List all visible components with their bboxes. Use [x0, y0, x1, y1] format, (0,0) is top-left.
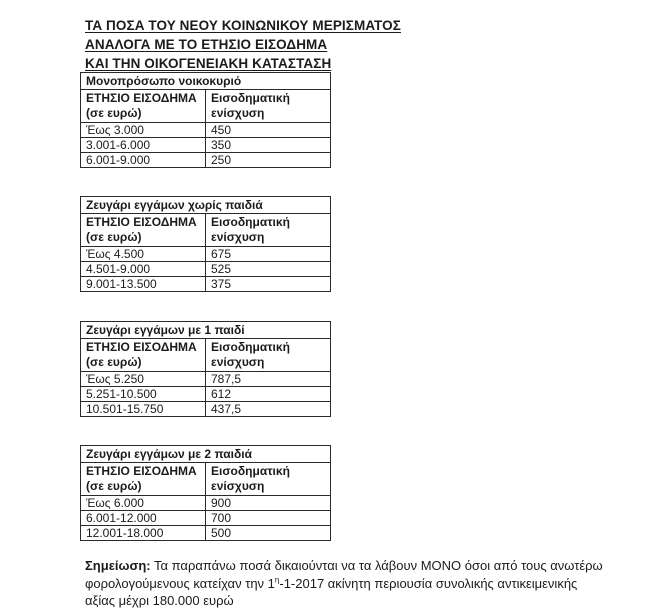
column-header-aid-line1: Εισοδηματική — [211, 464, 290, 478]
table-row — [81, 372, 331, 387]
income-cell: Έως 3.000 — [81, 123, 206, 138]
income-cell: 10.501-15.750 — [81, 402, 206, 417]
table-row — [81, 402, 331, 417]
column-header-income — [81, 90, 206, 123]
aid-cell: 900 — [206, 496, 331, 511]
table-title: Ζευγάρι εγγάμων με 1 παιδί — [81, 322, 331, 339]
table-title-row — [81, 322, 331, 339]
income-table-couple-one-child — [80, 321, 331, 417]
column-header-aid-line1: Εισοδηματική — [211, 215, 290, 229]
column-header-income-line2: (σε ευρώ) — [86, 479, 142, 493]
aid-cell: 612 — [206, 387, 331, 402]
aid-cell: 525 — [206, 262, 331, 277]
column-header-aid-line2: ενίσχυση — [211, 355, 265, 369]
aid-cell: 500 — [206, 526, 331, 541]
income-cell: 6.001-9.000 — [81, 153, 206, 168]
document-title — [85, 16, 401, 73]
aid-cell: 675 — [206, 247, 331, 262]
table-title: Ζευγάρι εγγάμων χωρίς παιδιά — [81, 197, 331, 214]
column-header-income-line2: (σε ευρώ) — [86, 230, 142, 244]
column-header-income — [81, 339, 206, 372]
footnote-line2-part2: -1-2017 ακίνητη περιουσία συνολικής αντικειμενικής — [279, 575, 578, 591]
table-row — [81, 247, 331, 262]
table-title-row — [81, 446, 331, 463]
income-cell: Έως 6.000 — [81, 496, 206, 511]
aid-cell: 700 — [206, 511, 331, 526]
table-title-row — [81, 73, 331, 90]
footnote-label: Σημείωση: — [85, 558, 151, 573]
table-header-row — [81, 463, 331, 496]
column-header-aid — [206, 339, 331, 372]
column-header-aid-line2: ενίσχυση — [211, 230, 265, 244]
table-row — [81, 153, 331, 168]
table-title-row — [81, 197, 331, 214]
aid-cell: 250 — [206, 153, 331, 168]
income-cell: 12.001-18.000 — [81, 526, 206, 541]
table-header-row — [81, 339, 331, 372]
income-cell: 5.251-10.500 — [81, 387, 206, 402]
column-header-income-line1: ΕΤΗΣΙΟ ΕΙΣΟΔΗΜΑ — [86, 340, 197, 354]
column-header-income-line2: (σε ευρώ) — [86, 355, 142, 369]
aid-cell: 375 — [206, 277, 331, 292]
table-header-row — [81, 90, 331, 123]
table-row — [81, 262, 331, 277]
table-row — [81, 277, 331, 292]
footnote — [85, 557, 645, 610]
table-row — [81, 496, 331, 511]
table-title: Μονοπρόσωπο νοικοκυριό — [81, 73, 331, 90]
column-header-aid — [206, 214, 331, 247]
aid-cell: 450 — [206, 123, 331, 138]
footnote-line1: Τα παραπάνω ποσά δικαιούνται να τα λάβουν ΜΟΝΟ όσοι από τους ανωτέρω — [150, 558, 603, 573]
column-header-aid-line2: ενίσχυση — [211, 479, 265, 493]
table-row — [81, 526, 331, 541]
aid-cell: 350 — [206, 138, 331, 153]
income-table-couple-two-children — [80, 445, 331, 541]
income-cell: Έως 4.500 — [81, 247, 206, 262]
document-title-line-2: ΑΝΑΛΟΓΑ ΜΕ ΤΟ ΕΤΗΣΙΟ ΕΙΣΟΔΗΜΑ — [85, 37, 328, 52]
income-cell: 3.001-6.000 — [81, 138, 206, 153]
table-title: Ζευγάρι εγγάμων με 2 παιδιά — [81, 446, 331, 463]
column-header-aid — [206, 90, 331, 123]
table-row — [81, 387, 331, 402]
column-header-aid — [206, 463, 331, 496]
column-header-income — [81, 214, 206, 247]
column-header-aid-line2: ενίσχυση — [211, 106, 265, 120]
income-cell: 6.001-12.000 — [81, 511, 206, 526]
column-header-income-line1: ΕΤΗΣΙΟ ΕΙΣΟΔΗΜΑ — [86, 215, 197, 229]
document-title-line-1: ΤΑ ΠΟΣΑ ΤΟΥ ΝΕΟΥ ΚΟΙΝΩΝΙΚΟΥ ΜΕΡΙΣΜΑΤΟΣ — [85, 18, 401, 33]
table-row — [81, 123, 331, 138]
table-header-row — [81, 214, 331, 247]
income-table-couple-no-children — [80, 196, 331, 292]
document-title-line-3: ΚΑΙ ΤΗΝ ΟΙΚΟΓΕΝΕΙΑΚΗ ΚΑΤΑΣΤΑΣΗ — [85, 56, 332, 71]
footnote-line3: αξίας μέχρι 180.000 ευρώ — [85, 593, 234, 608]
column-header-income — [81, 463, 206, 496]
aid-cell: 787,5 — [206, 372, 331, 387]
column-header-income-line1: ΕΤΗΣΙΟ ΕΙΣΟΔΗΜΑ — [86, 464, 197, 478]
column-header-income-line2: (σε ευρώ) — [86, 106, 142, 120]
footnote-superscript: η — [274, 575, 280, 585]
column-header-aid-line1: Εισοδηματική — [211, 91, 290, 105]
income-cell: 4.501-9.000 — [81, 262, 206, 277]
table-row — [81, 138, 331, 153]
column-header-income-line1: ΕΤΗΣΙΟ ΕΙΣΟΔΗΜΑ — [86, 91, 197, 105]
table-row — [81, 511, 331, 526]
income-table-single-household — [80, 72, 331, 168]
column-header-aid-line1: Εισοδηματική — [211, 340, 290, 354]
income-cell: Έως 5.250 — [81, 372, 206, 387]
footnote-line2-part1: φορολογούμενους κατείχαν την 1 — [85, 575, 275, 591]
aid-cell: 437,5 — [206, 402, 331, 417]
income-cell: 9.001-13.500 — [81, 277, 206, 292]
